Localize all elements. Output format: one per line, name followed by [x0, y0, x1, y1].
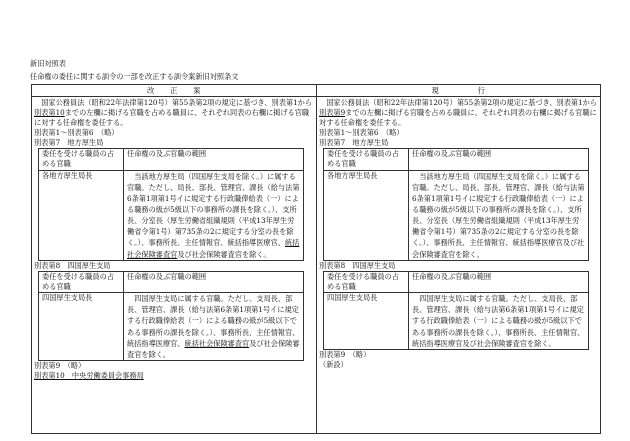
preamble-paragraph: 国家公務員法（昭和22年法律第120号）第55条第2項の規定に基づき、別表第1から別表第9までの左欄に掲げる官職を占める職員に、それぞれ同表の右欄に掲げる官職に対する任命権を委任する。	[319, 98, 598, 128]
preamble-paragraph: 国家公務員法（昭和22年法律第120号）第55条第2項の規定に基づき、別表第1から別表第10までの左欄に掲げる官職を占める職員に、それぞれ同表の右欄に掲げる官職に対する任命権を委任する。	[34, 98, 313, 128]
current-column	[317, 97, 600, 433]
table7-title: 別表第7 地方厚生局	[34, 138, 104, 148]
omitted-tables-note: 別表第1～別表第6 （略）	[34, 128, 119, 138]
new-establishment-note: （新設）	[319, 359, 348, 369]
table8-row-scope: 四国厚生支局に属する官職。ただし、支局長、部長、管理官、課長（給与法第6条第1項第1号イに規定する行政職俸給表（一）による職務の級が5級以下である事務所の課長を除く。）、事務所長、主任情報官、統括指導医療官、統括社会保険審査官及び社会保険審査官を除く。	[124, 293, 304, 361]
amended-text: 統括社会保険審査官	[184, 338, 250, 348]
table7	[38, 148, 304, 260]
table8-row-official: 四国厚生支局長	[39, 293, 124, 361]
table8-header-official: 委任を受ける職員の占める官職	[39, 271, 124, 292]
table8	[38, 271, 304, 361]
revised-column	[32, 97, 317, 433]
column-header-revised: 改 正 案	[32, 85, 317, 97]
table8-title: 別表第8 四国厚生支局	[34, 260, 111, 270]
amended-text: 別表第10	[34, 108, 65, 118]
comparison-table	[31, 84, 601, 434]
table7-header-official: 委任を受ける職員の占める官職	[324, 149, 409, 170]
table8-row-official: 四国厚生支局長	[324, 293, 409, 350]
amended-text: 別表第9	[319, 108, 346, 118]
table8	[323, 271, 589, 350]
table10-title: 別表第10 中央労働委員会事務局	[34, 371, 144, 381]
table7-row-official: 各地方厚生局長	[39, 170, 124, 260]
table7-header-scope: 任命権の及ぶ官職の範囲	[124, 149, 304, 170]
table9-omitted-note: 別表第9 （略）	[319, 349, 371, 359]
table7-title: 別表第7 地方厚生局	[319, 138, 389, 148]
amended-text: 統括社会保険審査官	[127, 238, 300, 259]
table7	[323, 148, 589, 260]
table7-row-scope: 当該地方厚生局（四国厚生支局を除く。）に属する官職。ただし、局長、部長、管理官、課長（給与法第6条第1項第1号イに規定する行政職俸給表（一）による職務の級が5級以下の事務所の課長を除く。）、支所長、分室長（厚生労働省組織規則（平成13年厚生労働省令第1号）第735条の2に規定する分室の長を除く。）、事務所長、主任情報官、統括指導医療官及び社会保険審査官を除く。	[409, 170, 589, 260]
table8-title: 別表第8 四国厚生支局	[319, 260, 396, 270]
table8-header-official: 委任を受ける職員の占める官職	[324, 271, 409, 292]
doc-label: 新旧対照表	[30, 59, 66, 68]
table8-header-scope: 任命権の及ぶ官職の範囲	[409, 271, 589, 292]
table7-row-scope: 当該地方厚生局（四国厚生支局を除く。）に属する官職。ただし、局長、部長、管理官、課長（給与法第6条第1項第1号イに規定する行政職俸給表（一）による職務の級が5級以下の事務所の課長を除く。）、支所長、分室長（厚生労働省組織規則（平成13年厚生労働省令第1号）第735条の2に規定する分室の長を除く。）、事務所長、主任情報官、統括指導医療官、統括社会保険審査官及び社会保険審査官を除く。	[124, 170, 304, 260]
table7-row-official: 各地方厚生局長	[324, 170, 409, 260]
table7-header-scope: 任命権の及ぶ官職の範囲	[409, 149, 589, 170]
column-header-current: 現 行	[317, 85, 600, 97]
doc-title: 任命権の委任に関する訓令の一部を改正する訓令案新旧対照条文	[30, 72, 239, 81]
table8-header-scope: 任命権の及ぶ官職の範囲	[124, 271, 304, 292]
table7-header-official: 委任を受ける職員の占める官職	[39, 149, 124, 170]
omitted-tables-note: 別表第1～別表第6 （略）	[319, 128, 404, 138]
table8-row-scope: 四国厚生支局に属する官職。ただし、支局長、部長、管理官、課長（給与法第6条第1項第1号イに規定する行政職俸給表（一）による職務の級が5級以下である事務所の課長を除く。）、事務所長、主任情報官、統括指導医療官及び社会保険審査官を除く。	[409, 293, 589, 350]
table9-omitted-note: 別表第9 （略）	[34, 360, 86, 370]
